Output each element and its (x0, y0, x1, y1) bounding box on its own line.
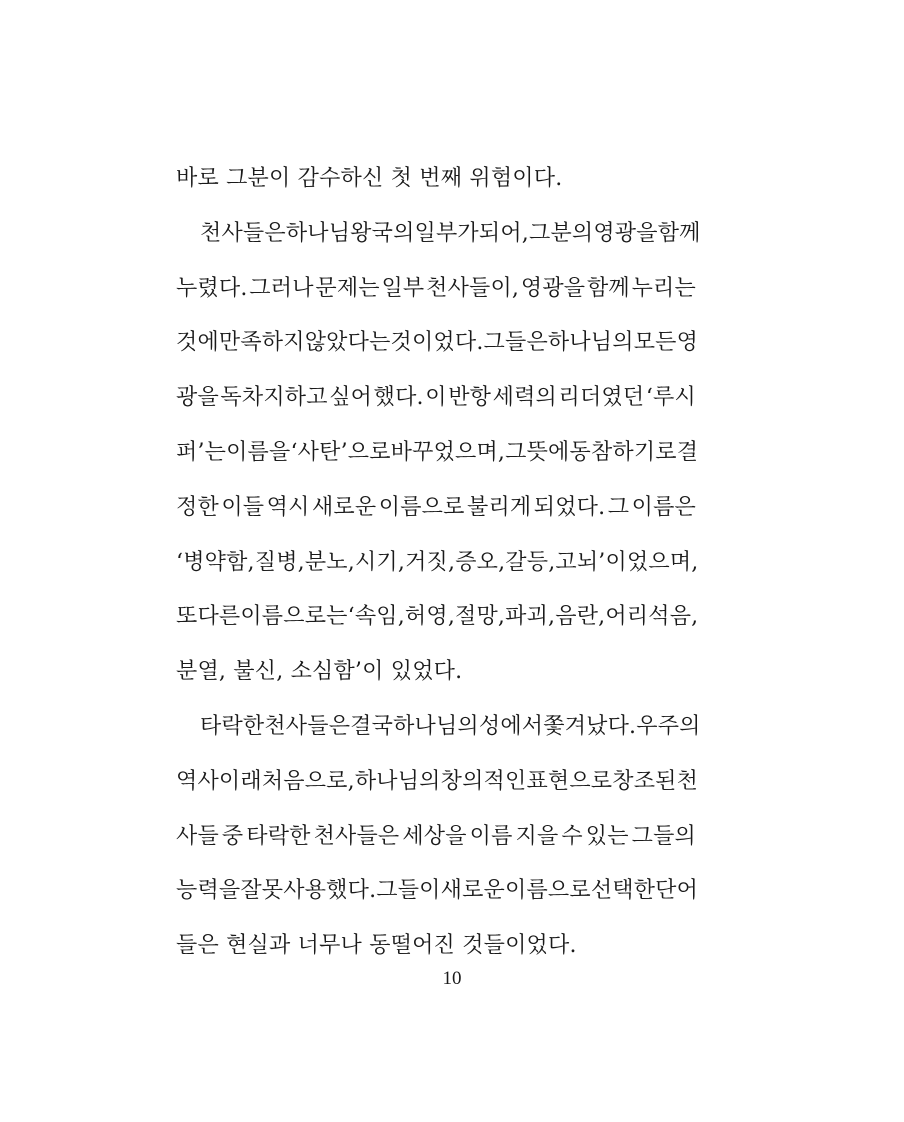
text-line (176, 371, 696, 426)
word: 동참하기로 (569, 439, 677, 465)
word: 그들의 (631, 823, 696, 849)
word: 절망, (455, 604, 506, 630)
word: 사용했다. (283, 878, 377, 904)
word: 다른 (197, 604, 241, 630)
word: 뜻에 (526, 439, 570, 465)
word: 이름 (469, 823, 513, 849)
text-line (176, 316, 699, 371)
word: 천사들은 (200, 220, 286, 246)
text-line (176, 864, 699, 919)
word: 누렸다. (176, 275, 248, 301)
word: 이름은 (631, 494, 696, 520)
word: 일부 (381, 275, 425, 301)
word: 독차지하고 (220, 385, 328, 411)
word: 천사들은 (313, 823, 400, 849)
word: ‘사탄’으로 (290, 439, 391, 465)
word: 영광을 (593, 220, 658, 246)
word: 그분의 (529, 220, 594, 246)
word: 리더였던 (558, 385, 645, 411)
word: 사들 (176, 823, 219, 849)
word: 천 (676, 768, 699, 794)
word: 하나님 (285, 220, 351, 246)
word: 시기, (354, 549, 406, 575)
word: 문제는 (315, 275, 380, 301)
word: 새로운 (311, 494, 377, 520)
word: 능력을 (176, 878, 241, 904)
text-line: 바로 그분이 감수하신 첫 번째 위험이다. (176, 166, 563, 191)
text-line (176, 207, 701, 262)
text-line (176, 810, 696, 865)
word: 함께 (657, 220, 701, 246)
word: 새로운 (440, 878, 505, 904)
word: 성에서 (478, 713, 544, 739)
word: 했다. (373, 385, 424, 411)
text-line (176, 262, 696, 317)
word: 처음으로, (261, 768, 355, 794)
text-line (176, 426, 699, 481)
word: 결 (676, 439, 699, 465)
word: 천사들이, (426, 275, 520, 301)
word: 하나님의 (547, 330, 634, 356)
word: 천사들은 (264, 713, 351, 739)
word: 있는 (585, 823, 629, 849)
word: 창의적인 (440, 768, 527, 794)
text-line (176, 536, 699, 591)
word: 어리석음, (605, 604, 699, 630)
word: 이들 (221, 494, 265, 520)
word: 이름으로 (378, 494, 465, 520)
word: 질병, (254, 549, 305, 575)
text-line (176, 481, 696, 536)
word: 그들이 (376, 878, 441, 904)
word: 반항 (448, 385, 492, 411)
word: 타락한 (246, 823, 311, 849)
word: 싶어 (329, 385, 373, 411)
word: 이름을 (226, 439, 291, 465)
text-line: 분열, 불신, 소심함’이 있었다. (176, 659, 463, 685)
word: 세상을 (402, 823, 467, 849)
word: 하나님의 (354, 768, 441, 794)
word: 파괴, (505, 604, 556, 630)
word: 모든 (633, 330, 677, 356)
word: 이래 (218, 768, 262, 794)
word: 않았다는 (304, 330, 391, 356)
word: 것에 (176, 330, 219, 356)
word: 되어, (478, 220, 529, 246)
word: 정한 (176, 494, 219, 520)
word: 광을 (176, 385, 219, 411)
word: 바꾸었으며, (390, 439, 506, 465)
word: 영광을 (520, 275, 586, 301)
word: 역시 (266, 494, 310, 520)
word: 음란, (555, 604, 606, 630)
word: 일부가 (414, 220, 479, 246)
word: 이름으로 (505, 878, 591, 904)
word: 쫓겨났다. (543, 713, 637, 739)
text-line (176, 755, 699, 810)
word: 수 (561, 823, 583, 849)
word: 중 (221, 823, 244, 849)
word: 되었다. (533, 494, 606, 520)
word: 누리는 (631, 275, 696, 301)
word: 세력의 (492, 385, 557, 411)
word: 만족하지 (218, 330, 305, 356)
word: 퍼’는 (176, 439, 227, 465)
word: 그 (607, 494, 630, 520)
word: 왕국의 (350, 220, 415, 246)
word: 갈등, (505, 549, 556, 575)
word: 분노, (304, 549, 355, 575)
word: 영 (676, 330, 699, 356)
word: 단어 (655, 878, 699, 904)
word: 증오, (455, 549, 506, 575)
text-line: 들은 현실과 너무나 동떨어진 것들이었다. (176, 933, 577, 959)
word: 타락한 (200, 713, 265, 739)
word: 또 (176, 604, 198, 630)
word: 역사 (176, 768, 219, 794)
body-text (176, 152, 701, 974)
word: 허영, (404, 604, 456, 630)
word: 그러나 (249, 275, 314, 301)
word: 표현으로 (526, 768, 613, 794)
word: 거짓, (405, 549, 456, 575)
word: 창조된 (612, 768, 677, 794)
word: 지을 (515, 823, 559, 849)
word: 고뇌’이었으며, (555, 549, 699, 575)
word: 결국 (350, 713, 394, 739)
word: 선택한 (590, 878, 656, 904)
word: ‘루시 (645, 385, 696, 411)
word: ‘병약함, (176, 549, 255, 575)
word: 이 (425, 385, 447, 411)
word: 하나님의 (393, 713, 479, 739)
word: 잘못 (240, 878, 284, 904)
word: 불리게 (467, 494, 532, 520)
word: ‘속임, (347, 604, 405, 630)
word: 것이었다. (390, 330, 484, 356)
text-line (176, 700, 701, 755)
word: 그 (505, 439, 527, 465)
page-number: 10 (442, 968, 462, 989)
word: 이름으로는 (240, 604, 348, 630)
word: 함께 (586, 275, 630, 301)
word: 우주의 (636, 713, 701, 739)
word: 그들은 (483, 330, 548, 356)
text-line (176, 590, 699, 645)
